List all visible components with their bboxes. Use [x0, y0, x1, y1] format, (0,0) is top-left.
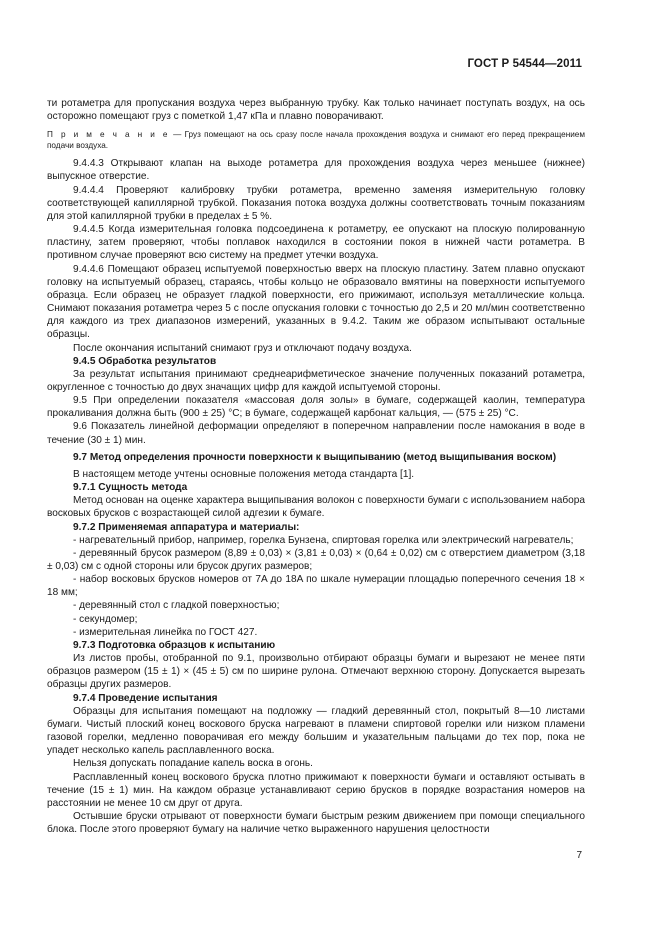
heading-9-7-1: 9.7.1 Сущность метода	[73, 482, 188, 494]
paragraph-pressing: Расплавленный конец воскового бруска плотно прижимают к поверхности бумаги и оставляют остывать в течение (15 ± 1) мин. На каждом образце устанавливают серию брусков в порядке возрастания номеров на расстоянии не менее 10 см друг от друга.	[47, 771, 585, 809]
paragraph-sample-prep: Из листов пробы, отобранной по 9.1, произвольно отбирают образцы бумаги и вырезают не менее пяти образцов размером (15 ± 1) × (45 ± 5) см по ширине рулона. Отмечают верхнюю сторону. Допускается вырезать образцы других размеров.	[47, 653, 585, 691]
paragraph-procedure: Образцы для испытания помещают на подложку — гладкий деревянный стол, покрытый 8—10 листами бумаги. Чистый плоский конец воскового бруска нагревают в пламени спиртовой горелки или низком пламени газовой горелки, медленно поворачивая его между большим и указательным пальцами до тех пор, пока не упадет несколько капель расплавленного воска.	[47, 705, 585, 757]
list-item: - деревянный стол с гладкой поверхностью;	[73, 600, 280, 612]
list-item: - секундомер;	[73, 613, 138, 625]
document-header: ГОСТ Р 54544—2011	[467, 58, 582, 70]
clause-9-4-4-3: 9.4.4.3 Открывают клапан на выходе ротаметра для прохождения воздуха через меньшее (нижнее) выпускное отверстие.	[47, 158, 585, 183]
paragraph-result: За результат испытания принимают среднеарифметическое значение полученных показаний ротаметра, округленное с точностью до двух значащих цифр для каждой испытуемой стороны.	[47, 368, 585, 393]
heading-9-7-4: 9.7.4 Проведение испытания	[73, 692, 218, 704]
paragraph-after-tests: После окончания испытаний снимают груз и отключают подачу воздуха.	[73, 342, 412, 354]
note-label: П р и м е ч а н и е	[47, 130, 170, 140]
clause-9-5: 9.5 При определении показателя «массовая доля золы» в бумаге, содержащей каолин, температура прокаливания должна быть (900 ± 25) °С; в бумаге, содержащей карбонат кальция, — (575 ± 25) °С.	[47, 395, 585, 420]
clause-9-4-4-6: 9.4.4.6 Помещают образец испытуемой поверхностью вверх на плоскую пластину. Затем плавно опускают головку на испытуемый образец, стараясь, чтобы кольцо не образовало вмятины на поверхности испытуемого образца. Если образец не образует гладкой поверхности, его прижимают, используя металлические кольца. Снимают показания ротаметра через 5 с после опускания головки с точностью до 2,5 и 20 мл/мин соответственно для каждого из трех диапазонов измерений, указанных в 9.4.2. Таким же образом испытывают остальные образцы.	[47, 263, 585, 341]
heading-9-7-3: 9.7.3 Подготовка образцов к испытанию	[73, 639, 276, 651]
note-text: — Груз помещают на ось сразу после начала прохождения воздуха и снимают его перед прекращением подачи воздуха.	[47, 130, 585, 151]
paragraph-method-essence: Метод основан на оценке характера выщипывания волокон с поверхности бумаги с использованием набора восковых брусков с возрастающей силой адгезии к бумаге.	[47, 495, 585, 520]
list-item: - набор восковых брусков номеров от 7A до 18A по шкале нумерации площадью поперечного сечения 18 × 18 мм;	[47, 574, 585, 599]
heading-9-7: 9.7 Метод определения прочности поверхности к выщипыванию (метод выщипывания воском)	[73, 451, 557, 463]
paragraph-warning: Нельзя допускать попадание капель воска в огонь.	[73, 758, 313, 770]
list-item: - деревянный брусок размером (8,89 ± 0,03) × (3,81 ± 0,03) × (0,64 ± 0,02) см с отверстием диаметром (3,18 ± 0,03) см с одной стороны или брусок других размеров;	[47, 547, 585, 572]
note	[47, 129, 585, 151]
clause-9-6: 9.6 Показатель линейной деформации определяют в поперечном направлении после намокания в воде в течение (30 ± 1) мин.	[47, 421, 585, 446]
paragraph-removal: Остывшие бруски отрывают от поверхности бумаги быстрым резким движением при помощи специального блока. После этого проверяют бумагу на наличие четко выраженного нарушения целостности	[47, 810, 585, 836]
heading-9-4-5: 9.4.5 Обработка результатов	[73, 355, 217, 367]
list-item: - измерительная линейка по ГОСТ 427.	[73, 626, 258, 638]
page-body	[47, 97, 585, 836]
list-item: - нагревательный прибор, например, горелка Бунзена, спиртовая горелка или электрический нагреватель;	[73, 534, 574, 546]
heading-9-7-2: 9.7.2 Применяемая аппаратура и материалы:	[73, 521, 300, 533]
clause-9-4-4-4: 9.4.4.4 Проверяют калибровку трубки ротаметра, временно заменяя измерительную головку соответствующей капиллярной трубкой. Показания потока воздуха должны соответствовать точным показаниям для этой капиллярной трубки в пределах ± 5 %.	[47, 184, 585, 222]
page-number: 7	[576, 850, 582, 861]
clause-9-4-4-5: 9.4.4.5 Когда измерительная головка подсоединена к ротаметру, ее опускают на плоскую полированную пластину, затем проверяют, чтобы поплавок находился в состоянии покоя в нижней части ротаметра. В противном случае проверяют всю систему на предмет утечки воздуха.	[47, 224, 585, 262]
paragraph-continuation: ти ротаметра для пропускания воздуха через выбранную трубку. Как только начинает поступать воздух, на ось осторожно помещают груз с пометкой 1,47 кПа и плавно поворачивают.	[47, 98, 585, 123]
paragraph-method-intro: В настоящем методе учтены основные положения метода стандарта [1].	[73, 468, 415, 480]
